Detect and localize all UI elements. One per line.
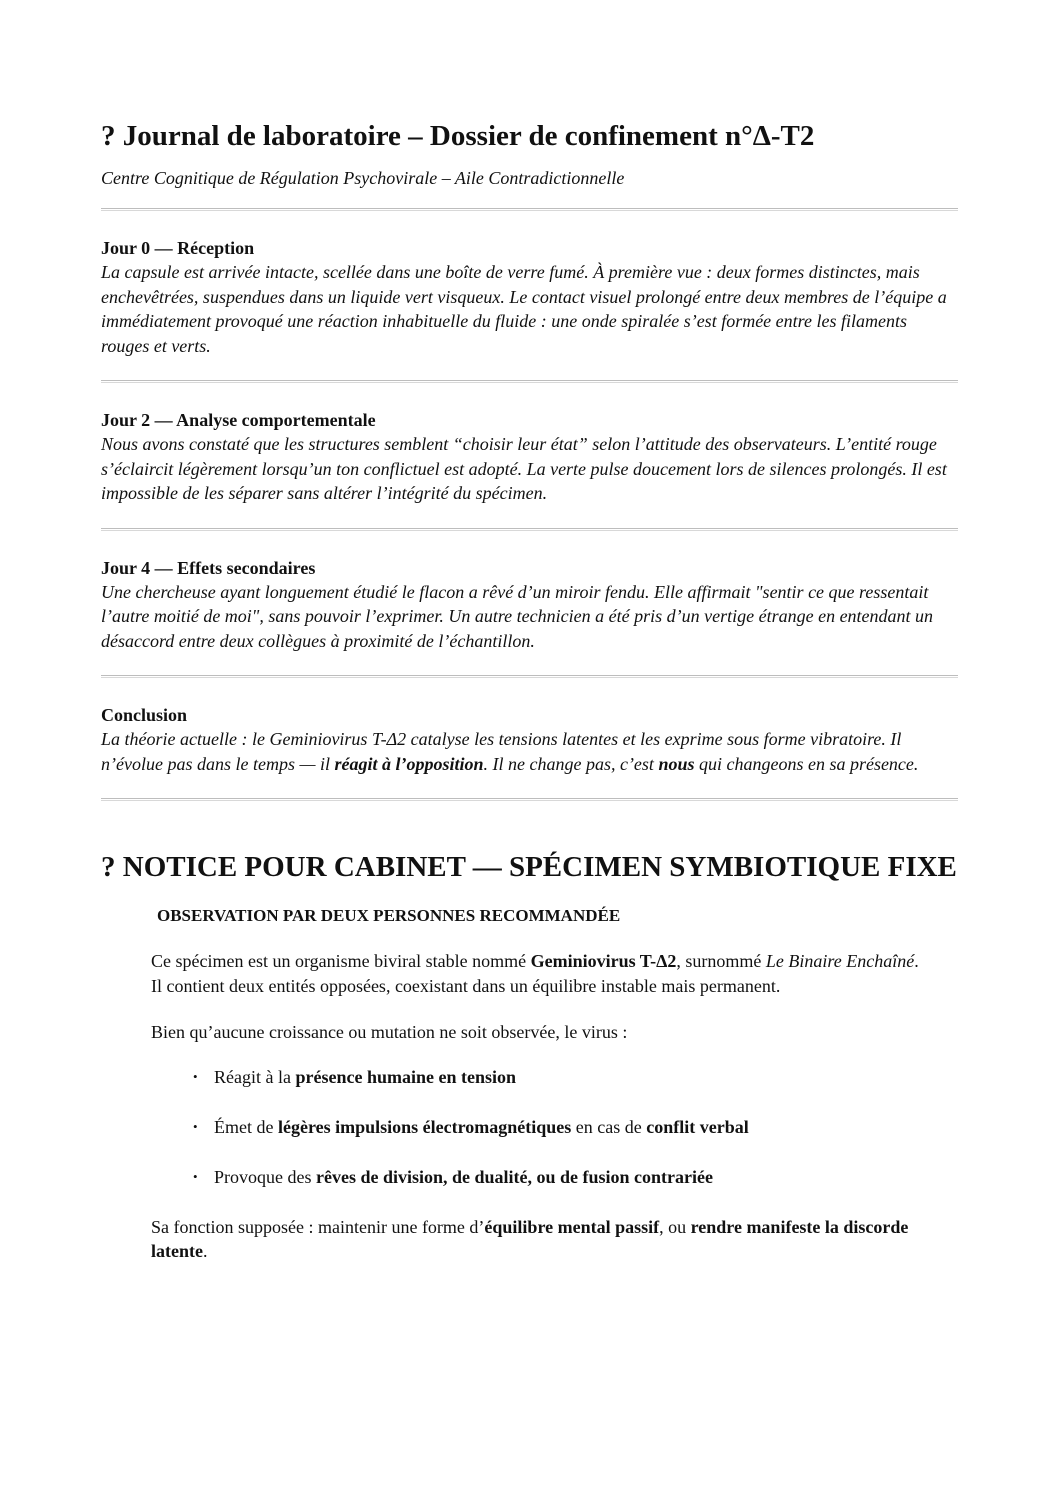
notice-paragraph: Ce spécimen est un organisme biviral stable nommé Geminiovirus T-Δ2, surnommé Le Binaire Enchaîné. Il contient deux entités opposées, coexistant dans un équilibre instable mais permanent. bbox=[151, 951, 919, 996]
notice-paragraph: Bien qu’aucune croissance ou mutation ne soit observée, le virus : bbox=[151, 1022, 628, 1042]
journal-title: ? Journal de laboratoire – Dossier de confinement n°Δ-T2 bbox=[101, 120, 815, 152]
journal-entry-day0 bbox=[101, 236, 958, 358]
divider bbox=[101, 380, 958, 383]
divider bbox=[101, 528, 958, 531]
journal-entry-day4 bbox=[101, 556, 958, 654]
conclusion-heading: Conclusion bbox=[101, 705, 188, 725]
entry-heading: Jour 0 — Réception bbox=[101, 238, 255, 258]
journal-subtitle: Centre Cognitique de Régulation Psychovirale – Aile Contradictionnelle bbox=[101, 168, 625, 188]
notice-paragraph: Sa fonction supposée : maintenir une forme d’équilibre mental passif, ou rendre manifeste la discorde latente. bbox=[151, 1216, 909, 1261]
list-item: • Provoque des rêves de division, de dualité, ou de fusion contrariée bbox=[193, 1166, 713, 1187]
list-item: • Réagit à la présence humaine en tension bbox=[193, 1066, 516, 1087]
conclusion-text: La théorie actuelle : le Geminiovirus T-Δ2 catalyse les tensions latentes et les exprime sous forme vibratoire. Il n’évolue pas dans le temps — il réagit à l’opposition. Il ne change pas, c’est nous qui changeons en sa présence. bbox=[101, 729, 919, 774]
entry-text: La capsule est arrivée intacte, scellée dans une boîte de verre fumé. À première vue : deux formes distinctes, mais enchevêtrées, suspendues dans un liquide vert visqueux. Le contact visuel prolongé entre deux membres de l’équipe a immédiatement provoqué une réaction inhabituelle du fluide : une onde spiralée s’est formée entre les filaments rouges et verts. bbox=[101, 262, 947, 356]
list-item: • Émet de légères impulsions électromagnétiques en cas de conflit verbal bbox=[193, 1116, 749, 1137]
divider bbox=[101, 798, 958, 801]
notice-body bbox=[151, 949, 958, 1264]
entry-text: Nous avons constaté que les structures semblent “choisir leur état” selon l’attitude des observateurs. L’entité rouge s’éclaircit légèrement lorsqu’un ton conflictuel est adopté. La verte pulse doucement lors de silences prolongés. Il est impossible de les séparer sans altérer l’intégrité du spécimen. bbox=[101, 434, 947, 503]
journal-conclusion bbox=[101, 703, 958, 776]
notice-title: ? NOTICE POUR CABINET — SPÉCIMEN SYMBIOTIQUE FIXE bbox=[101, 851, 957, 883]
bullet-icon: • bbox=[193, 1068, 198, 1084]
effects-list bbox=[151, 1065, 958, 1189]
entry-text: Une chercheuse ayant longuement étudié le flacon a rêvé d’un miroir fendu. Elle affirmait "sentir ce que ressentait l’autre moitié de moi", sans pouvoir l’exprimer. Un autre technicien a été pris d’un vertige étrange en entendant un désaccord entre deux collègues à proximité de l’échantillon. bbox=[101, 581, 934, 651]
entry-heading: Jour 4 — Effets secondaires bbox=[101, 557, 316, 578]
bullet-icon: • bbox=[193, 1118, 198, 1134]
document-page bbox=[101, 118, 958, 1264]
notice-subheading: OBSERVATION PAR DEUX PERSONNES RECOMMANDÉE bbox=[157, 906, 621, 925]
entry-heading: Jour 2 — Analyse comportementale bbox=[101, 410, 376, 430]
divider bbox=[101, 675, 958, 678]
journal-entry-day2 bbox=[101, 408, 958, 506]
divider bbox=[101, 208, 958, 211]
bullet-icon: • bbox=[193, 1168, 198, 1184]
